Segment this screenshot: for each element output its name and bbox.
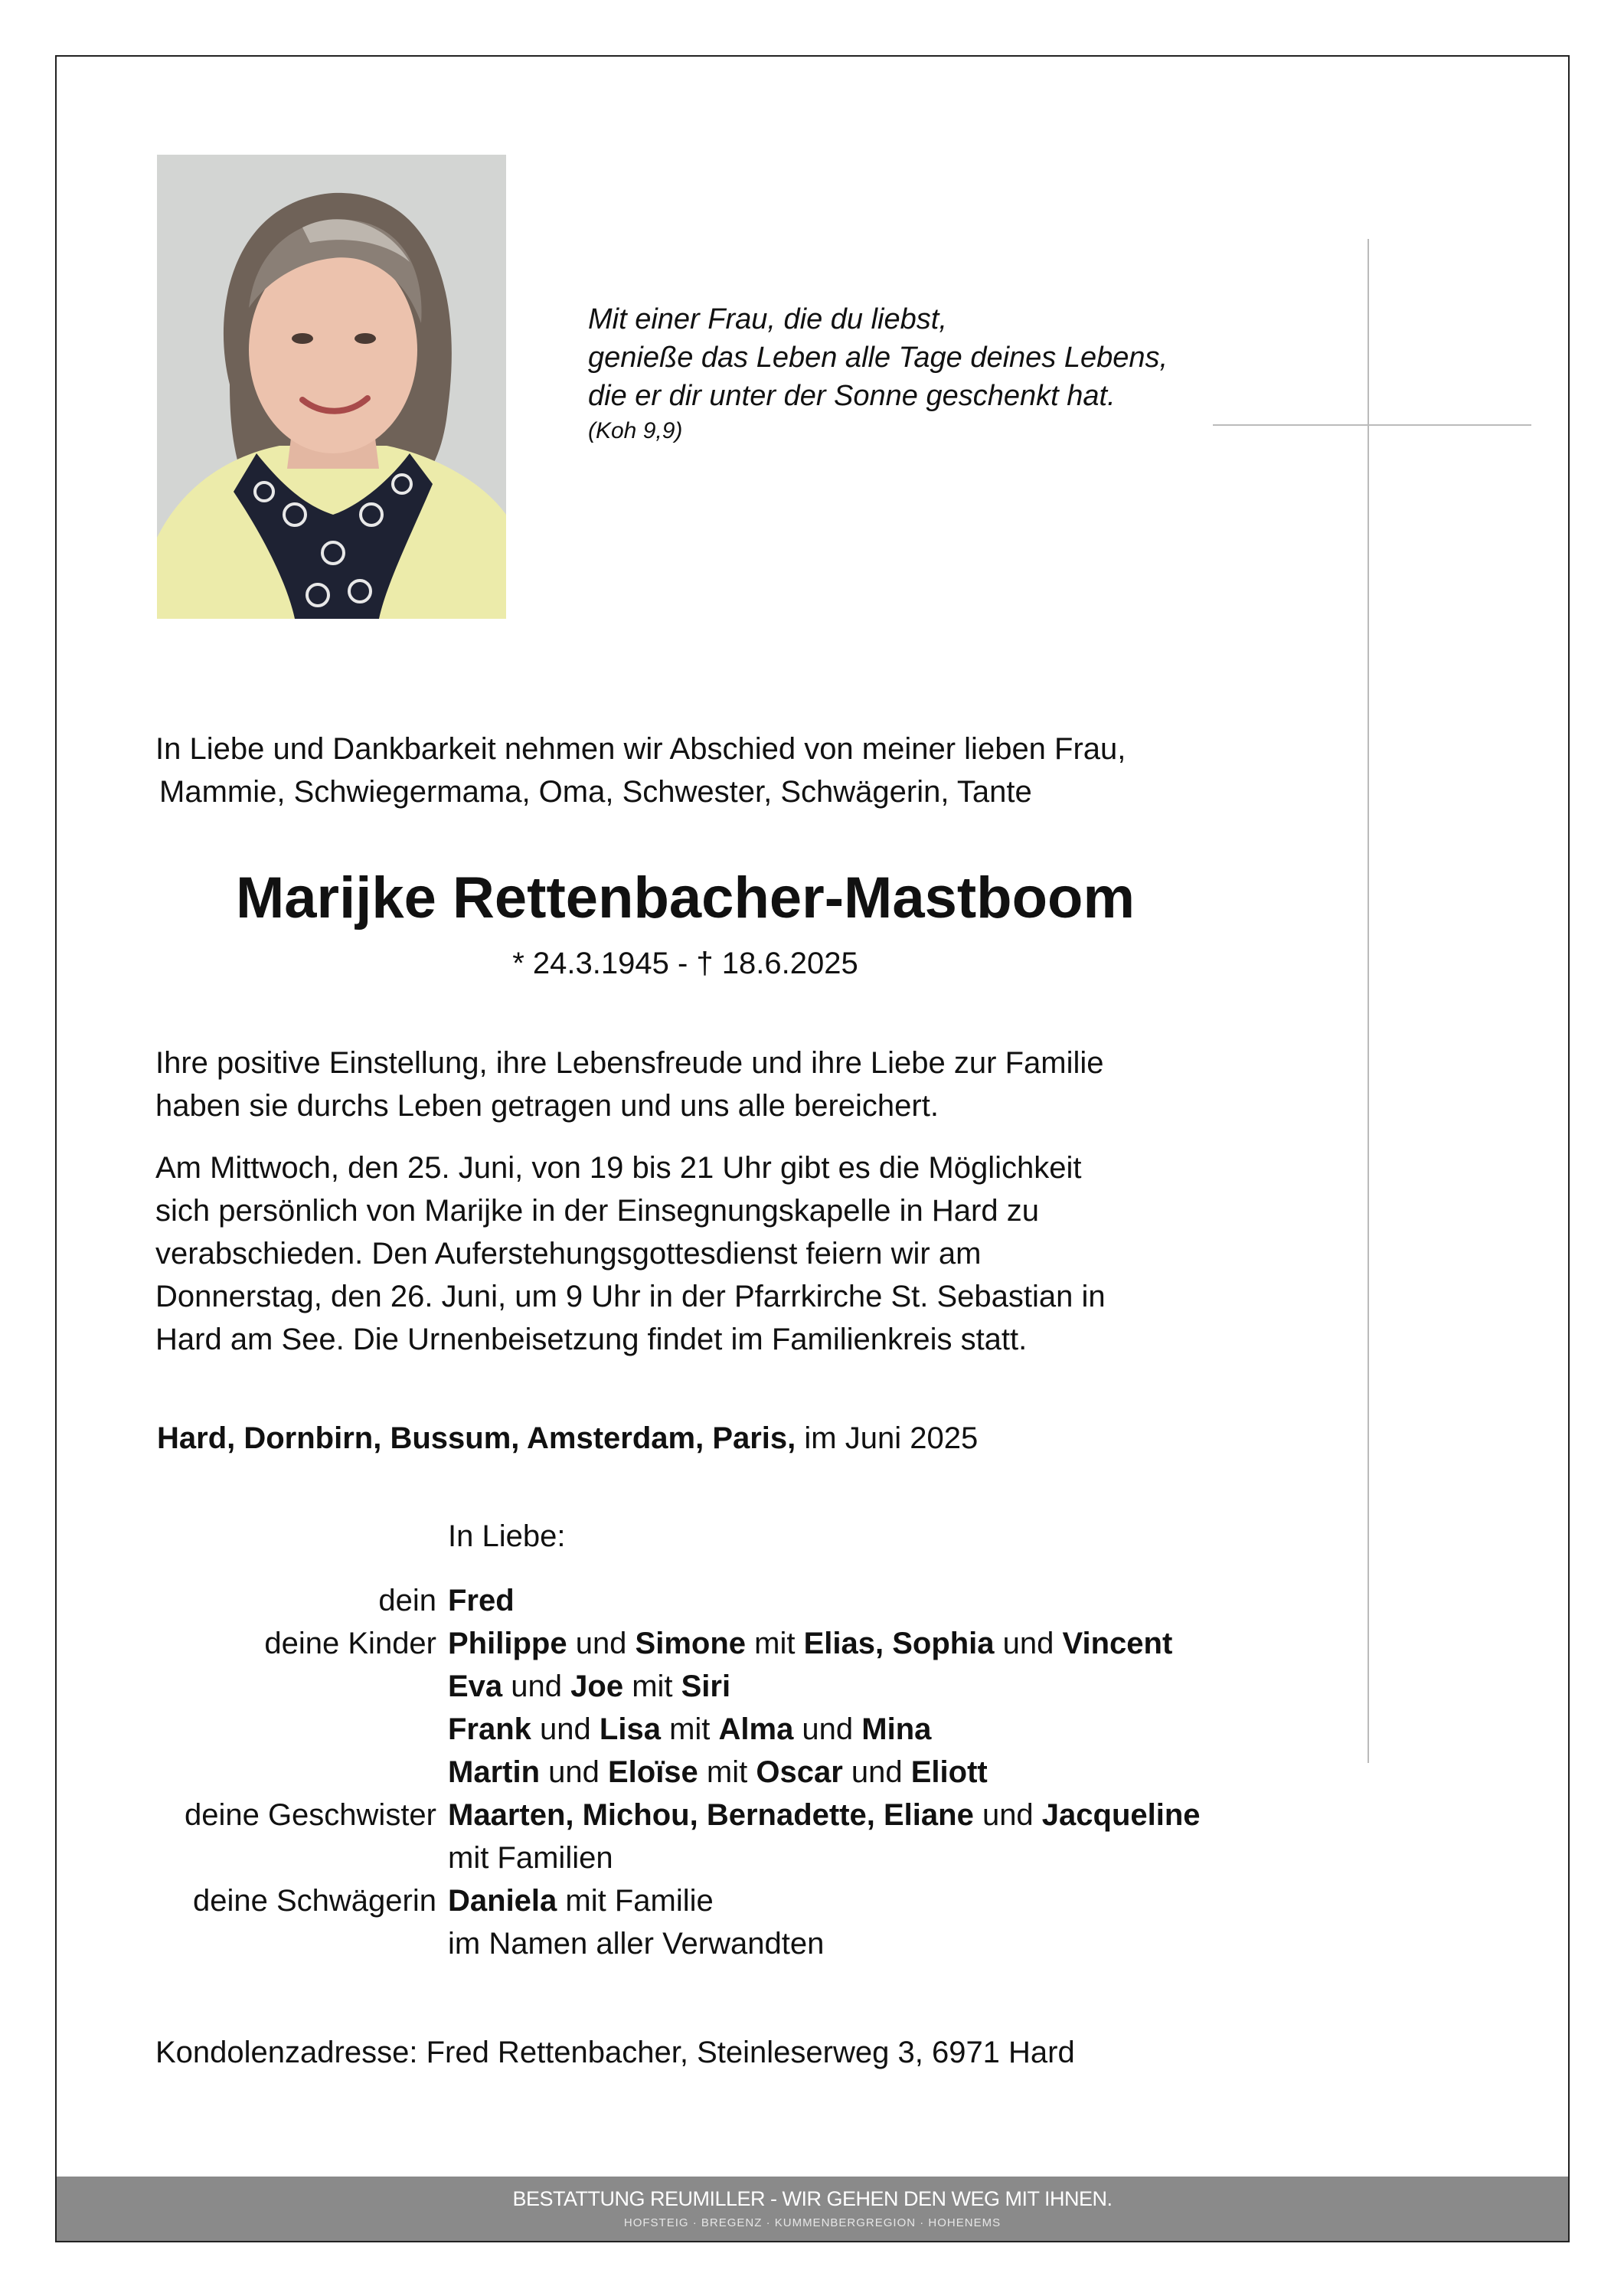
tribute-line: Ihre positive Einstellung, ihre Lebensfreude und ihre Liebe zur Familie <box>155 1046 1104 1080</box>
mourner-name: Lisa <box>599 1712 661 1746</box>
label-sister-in-law: deine Schwägerin <box>193 1884 436 1918</box>
life-dates: * 24.3.1945 - † 18.6.2025 <box>512 947 858 980</box>
verse-line: genieße das Leben alle Tage deines Lebens, <box>588 342 1168 374</box>
mourner-name: Elias, Sophia <box>803 1627 995 1660</box>
mourner-name: Simone <box>635 1627 747 1660</box>
verse-line: die er dir unter der Sonne geschenkt hat. <box>588 380 1116 412</box>
tribute-paragraph <box>155 1042 1104 1127</box>
verse-reference: (Koh 9,9) <box>588 418 683 443</box>
verse-line: Mit einer Frau, die du liebst, <box>588 303 947 335</box>
mourner-name: Martin <box>448 1755 540 1789</box>
condolence-address: Kondolenzadresse: Fred Rettenbacher, Steinleserweg 3, 6971 Hard <box>155 2036 1075 2069</box>
sister-in-law-line <box>448 1879 714 1922</box>
mourner-name: Maarten, Michou, Bernadette, Eliane <box>448 1798 974 1832</box>
place-date <box>157 1417 978 1460</box>
mourner-name: Eva <box>448 1670 503 1703</box>
connector: mit Familie <box>557 1884 714 1918</box>
connector: und <box>531 1712 600 1746</box>
footer-locations: HOFSTEIG · BREGENZ · KUMMENBERGREGION · HOHENEMS <box>623 2216 1002 2229</box>
mourner-name: Oscar <box>756 1755 843 1789</box>
mourner-name: Siri <box>681 1670 731 1703</box>
husband-name <box>448 1579 515 1622</box>
connector: und <box>567 1627 636 1660</box>
ceremony-paragraph <box>155 1146 1106 1361</box>
label-husband: dein <box>378 1584 436 1617</box>
connector: mit <box>698 1755 756 1789</box>
date: im Juni 2025 <box>796 1421 979 1455</box>
footer-slogan: BESTATTUNG REUMILLER - WIR GEHEN DEN WEG MIT IHNEN. <box>512 2187 1113 2210</box>
ceremony-line: sich persönlich von Marijke in der Einsegnungskapelle in Hard zu <box>155 1194 1039 1228</box>
ceremony-line: verabschieden. Den Auferstehungsgottesdienst feiern wir am <box>155 1237 982 1271</box>
mourner-name: Jacqueline <box>1041 1798 1201 1832</box>
bible-verse <box>588 300 1168 415</box>
connector: mit <box>746 1627 804 1660</box>
children-line-1 <box>448 1622 1172 1665</box>
connector: und <box>994 1627 1063 1660</box>
siblings-line-2: mit Familien <box>448 1841 613 1875</box>
mourner-name: Joe <box>570 1670 624 1703</box>
ceremony-line: Am Mittwoch, den 25. Juni, von 19 bis 21 Uhr gibt es die Möglichkeit <box>155 1151 1082 1185</box>
children-line-2 <box>448 1665 730 1708</box>
connector: und <box>502 1670 571 1703</box>
label-children: deine Kinder <box>264 1627 436 1660</box>
portrait-photo <box>157 155 506 619</box>
deceased-name: Marijke Rettenbacher-Mastboom <box>235 865 1135 931</box>
siblings-line-1 <box>448 1794 1201 1836</box>
tribute-line: haben sie durchs Leben getragen und uns alle bereichert. <box>155 1089 939 1123</box>
portrait-illustration <box>157 155 506 619</box>
mourner-name: Philippe <box>448 1627 567 1660</box>
connector: und <box>842 1755 911 1789</box>
mourner-name: Vincent <box>1062 1627 1173 1660</box>
connector: und <box>973 1798 1042 1832</box>
cross-horizontal-line <box>1213 424 1531 426</box>
children-line-3 <box>448 1708 931 1751</box>
mourner-name: Alma <box>718 1712 794 1746</box>
mourner-name: Frank <box>448 1712 531 1746</box>
connector: und <box>793 1712 862 1746</box>
children-line-4 <box>448 1751 988 1794</box>
mourner-name: Mina <box>861 1712 932 1746</box>
ceremony-line: Donnerstag, den 26. Juni, um 9 Uhr in der Pfarrkirche St. Sebastian in <box>155 1280 1106 1313</box>
places: Hard, Dornbirn, Bussum, Amsterdam, Paris, <box>157 1421 796 1455</box>
mourners-heading: In Liebe: <box>448 1519 566 1553</box>
cross-vertical-line <box>1367 239 1369 1763</box>
connector: mit <box>660 1712 719 1746</box>
ceremony-line: Hard am See. Die Urnenbeisetzung findet im Familienkreis statt. <box>155 1323 1028 1356</box>
relatives-line: im Namen aller Verwandten <box>448 1927 825 1961</box>
intro-line-2: Mammie, Schwiegermama, Oma, Schwester, Schwägerin, Tante <box>159 775 1032 809</box>
intro-line-1: In Liebe und Dankbarkeit nehmen wir Abschied von meiner lieben Frau, <box>155 732 1126 766</box>
mourner-name: Daniela <box>448 1884 557 1918</box>
mourner-name: Eliott <box>910 1755 988 1789</box>
connector: und <box>540 1755 608 1789</box>
label-siblings: deine Geschwister <box>184 1798 436 1832</box>
footer-bar <box>57 2177 1568 2241</box>
connector: mit <box>623 1670 681 1703</box>
husband: Fred <box>448 1584 515 1617</box>
mourner-name: Eloïse <box>607 1755 698 1789</box>
